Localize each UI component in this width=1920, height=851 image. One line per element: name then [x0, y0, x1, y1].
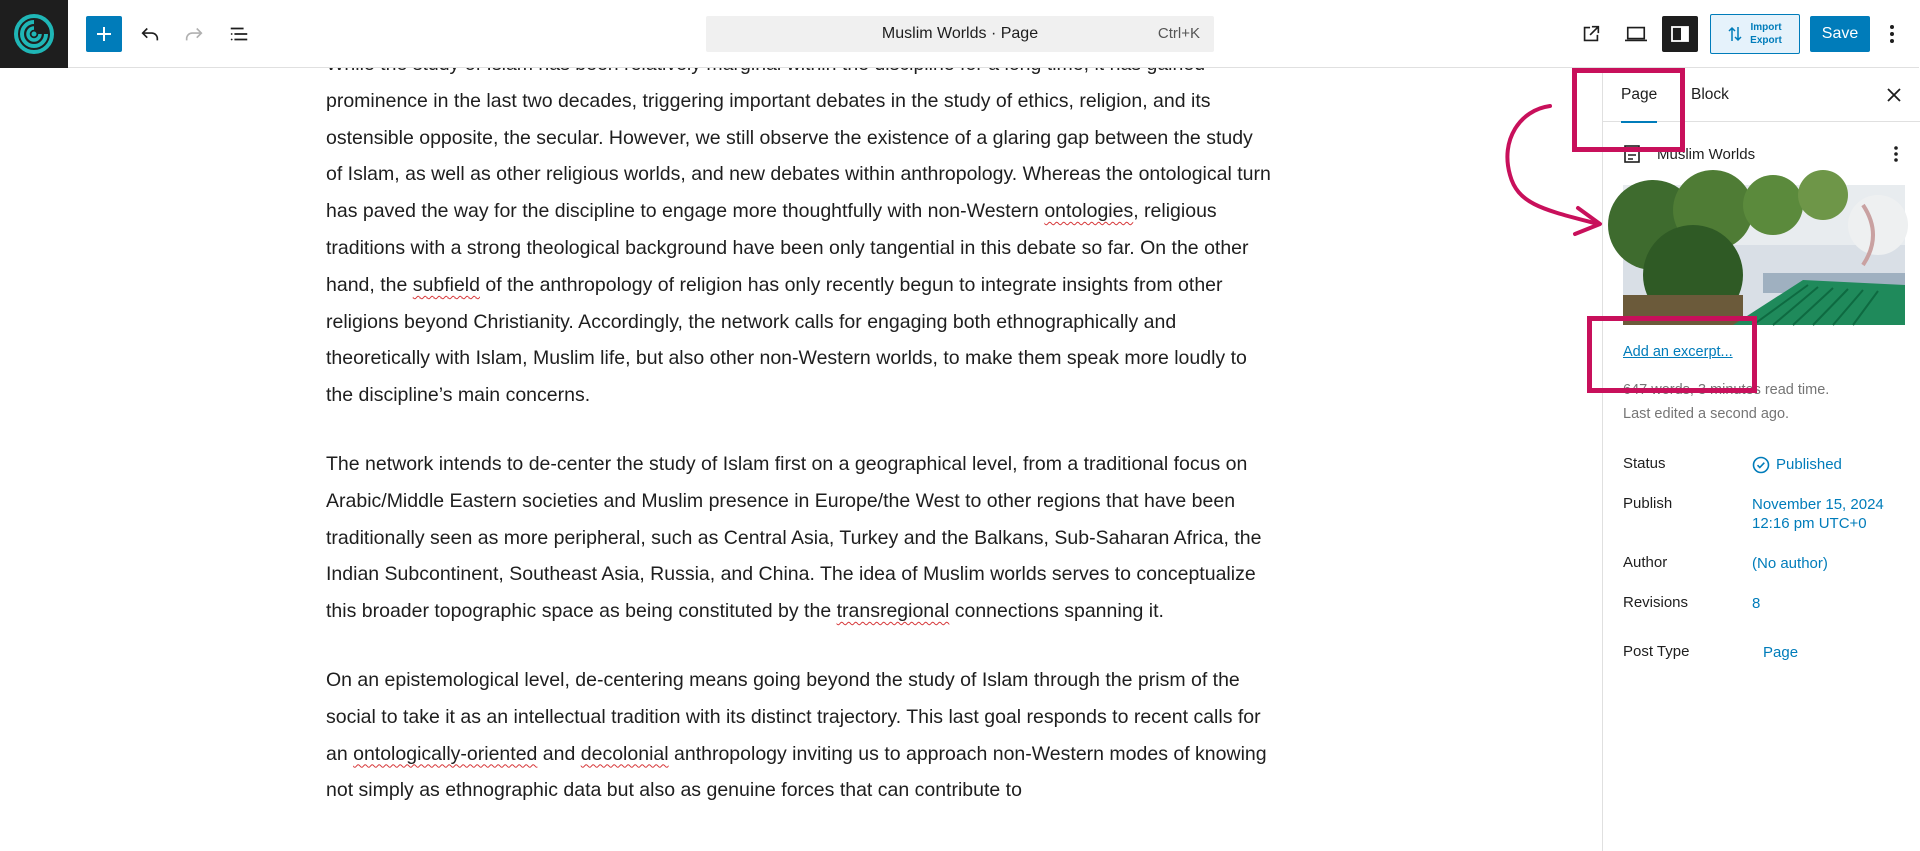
command-palette-bar[interactable] — [706, 16, 1214, 52]
misspelled-word: ontologies — [1044, 200, 1134, 223]
add-excerpt-link[interactable]: Add an excerpt... — [1623, 344, 1733, 360]
featured-image-picture — [1623, 185, 1905, 325]
import-export-icon — [1728, 25, 1742, 43]
annotation-arrow — [1500, 100, 1610, 240]
settings-sidebar-icon — [1670, 24, 1690, 44]
close-sidebar-button[interactable] — [1878, 79, 1910, 111]
publish-date-button[interactable] — [1752, 495, 1884, 533]
redo-icon — [183, 23, 205, 45]
publish-date: November 15, 2024 — [1752, 496, 1884, 513]
published-check-icon — [1752, 456, 1770, 474]
last-edited: Last edited a second ago. — [1623, 406, 1790, 422]
misspelled-word: subfield — [412, 273, 480, 296]
author-label: Author — [1623, 554, 1668, 571]
save-button[interactable]: Save — [1810, 16, 1870, 52]
paragraph-block[interactable]: The network intends to de-center the study of Islam first on a geographical level, from a traditional focus on Arabic/Middle Eastern societies and Muslim presence in Europe/the West to other regions that have been traditionally seen as more peripheral, such as Central Asia, Turkey and the Balkans, Sub-Saharan Africa, the Indian Subcontinent, Southeast Asia, Russia, and China. The idea of Muslim worlds serves to conceptualize this broader topographic space as being constituted by the transregional connections spanning it. — [326, 452, 1262, 623]
paragraph-block[interactable]: On an epistemological level, de-centering means going beyond the study of Islam through the prism of the social to take it as an intellectual tradition with its distinct trajectory. This last goal responds to recent calls for an ontologically-oriented and decolonial anthropology inviting us to approach non-Western modes of knowing not simply as ethnographic data but also as genuine forces that can contribute to — [326, 668, 1267, 802]
redo-button[interactable] — [176, 16, 212, 52]
editor-canvas[interactable] — [0, 68, 1602, 851]
post-type-value[interactable]: Page — [1763, 644, 1799, 661]
revisions-value[interactable]: 8 — [1752, 595, 1761, 612]
page-actions-button[interactable] — [1884, 142, 1908, 166]
site-logo-button[interactable] — [0, 0, 68, 68]
publish-time: 12:16 pm UTC+0 — [1752, 515, 1867, 532]
status-label: Status — [1623, 455, 1666, 472]
shortcut-hint: Ctrl+K — [1157, 25, 1200, 42]
view-page-button[interactable] — [1573, 16, 1609, 52]
settings-sidebar — [1602, 68, 1919, 851]
tab-block[interactable]: Block — [1691, 86, 1729, 103]
post-content[interactable] — [326, 46, 1272, 841]
import-export-button[interactable] — [1710, 14, 1800, 54]
document-title: Muslim Worlds · Page — [881, 25, 1039, 42]
preview-device-button[interactable] — [1618, 16, 1654, 52]
featured-image[interactable] — [1623, 185, 1905, 325]
editor-header — [0, 0, 1919, 68]
site-logo-icon — [13, 13, 55, 55]
revisions-label: Revisions — [1623, 594, 1689, 611]
settings-sidebar-toggle[interactable] — [1662, 16, 1698, 52]
misspelled-word: transregional — [836, 600, 950, 623]
undo-button[interactable] — [132, 16, 168, 52]
status-value: Published — [1776, 456, 1842, 473]
close-icon — [1887, 88, 1901, 102]
status-value-button[interactable] — [1752, 455, 1842, 474]
add-block-button[interactable] — [86, 16, 122, 52]
misspelled-word: decolonial — [580, 742, 669, 765]
options-button[interactable] — [1877, 16, 1907, 52]
annotation-box-excerpt — [1587, 316, 1757, 393]
desktop-preview-icon — [1624, 23, 1648, 45]
document-overview-icon — [228, 23, 250, 45]
author-value[interactable]: (No author) — [1752, 555, 1828, 572]
post-type-label: Post Type — [1623, 643, 1690, 660]
paragraph-block[interactable]: prominence in the last two decades, triggering important debates in the study of ethics, religion, and its ostensible opposite, the secular. However, we still observe the existence of a glaring gap between the study of Islam, as well as other religious worlds, and new debates within anthropology. Whereas the ontological turn has paved the way for the discipline to engage more thoughtfully with non-Western ontologies, religious traditions with a strong theological background have been only tangential in this debate so far. On the other hand, the subfield of the anthropology of religion has only recently begun to integrate insights from other religions beyond Christianity. Accordingly, the network calls for engaging both ethnographically and theoretically with Islam, Muslim life, but also other non-Western worlds, to make them speak more loudly to the discipline’s main concerns. — [326, 89, 1271, 407]
word-count: 647 words, 3 minutes read time. — [1623, 382, 1830, 398]
document-overview-button[interactable] — [221, 16, 257, 52]
external-link-icon — [1580, 23, 1602, 45]
page-name: Muslim Worlds — [1657, 145, 1756, 163]
import-export-label: Import Export — [1750, 22, 1782, 46]
misspelled-word: ontologically-oriented — [353, 742, 538, 765]
more-vertical-icon — [1889, 24, 1895, 44]
undo-icon — [139, 23, 161, 45]
plus-icon — [94, 24, 114, 44]
publish-label: Publish — [1623, 495, 1673, 512]
more-vertical-icon — [1893, 145, 1899, 163]
tab-page[interactable]: Page — [1603, 68, 1675, 122]
